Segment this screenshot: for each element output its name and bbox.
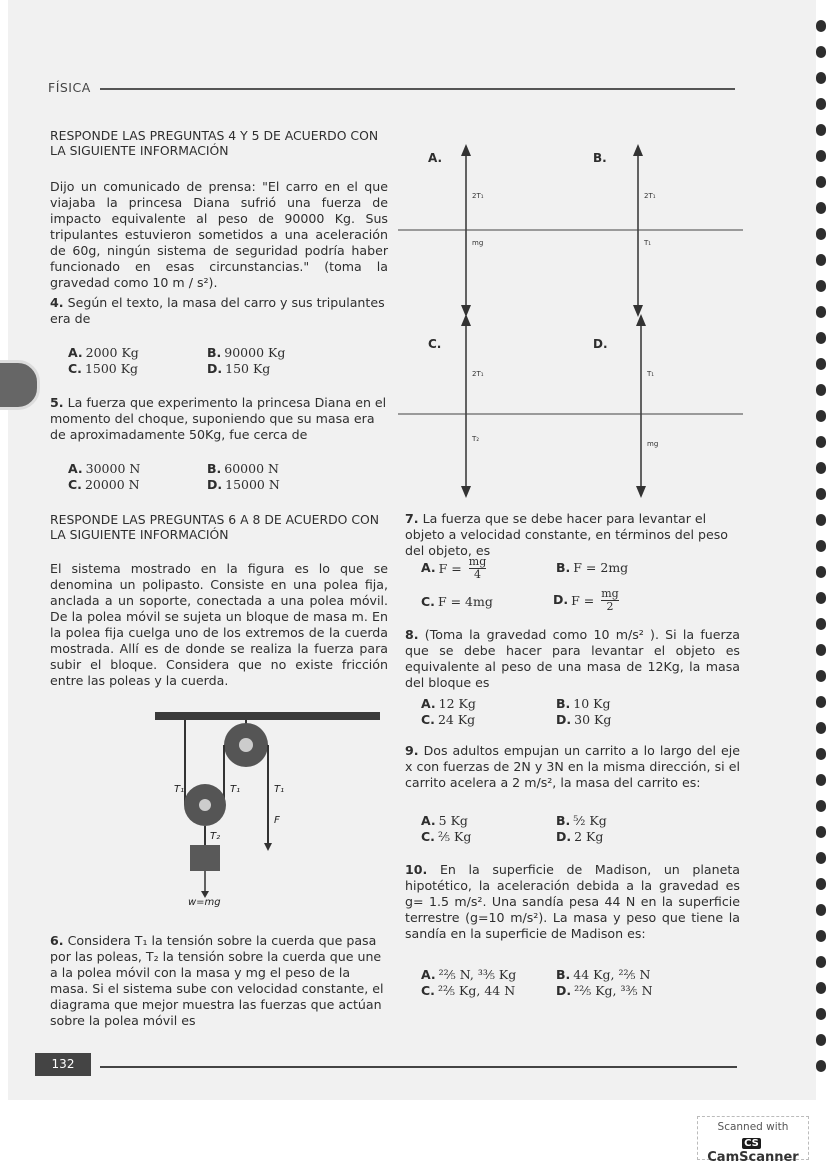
spiral-binding [810,20,828,1100]
diagram-c-down-label: T₂ [472,435,480,443]
spiral-ring [816,540,826,552]
label-t2: T₂ [210,831,221,842]
spiral-ring [816,826,826,838]
question-number: 6. [50,933,64,948]
spiral-ring [816,722,826,734]
label-force: F [274,815,280,826]
support-beam [155,712,380,720]
spiral-ring [816,254,826,266]
question-7 [405,511,740,559]
q5-option-a[interactable]: A. 30000 N [68,461,141,476]
q4-option-d[interactable]: D. 150 Kg [207,361,271,376]
question-10 [405,862,740,942]
q8-option-d[interactable]: D. 30 Kg [556,712,612,727]
spiral-ring [816,202,826,214]
force-arrow-head [264,843,272,851]
spiral-ring [816,176,826,188]
diagram-b-up-label: 2T₁ [644,192,656,200]
diagram-b-letter: B. [593,151,607,165]
question-text: Según el texto, la masa del carro y sus tripulantes era de [50,295,385,326]
q9-option-c[interactable]: C. ²⁄₅ Kg [421,829,472,844]
question-text: Considera T₁ la tensión sobre la cuerda que pasa por las poleas, T₂ la tensión sobre la cuerda que une a la polea móvil con la masa y mg el peso de la masa. Si el sistema sube con velocidad constante, el diagrama que mejor muestra las fuerzas que actúan sobre la polea móvil es [50,933,384,1028]
q5-option-b[interactable]: B. 60000 N [207,461,279,476]
question-text: (Toma la gravedad como 10 m/s² ). Si la fuerza que se debe hacer para levantar el objeto es equivalente al peso de una masa de 12Kg, la masa del bloque es [405,627,740,690]
force-diagram-d[interactable] [578,314,743,498]
spiral-ring [816,774,826,786]
label-weight: w=mg [188,897,221,908]
force-diagram-c[interactable] [398,314,578,498]
q10-option-d[interactable]: D. ²²⁄₅ Kg, ³³⁄₅ N [556,983,653,998]
spiral-ring [816,982,826,994]
q7-option-b[interactable]: B. F = 2mg [556,560,629,575]
question-6 [50,933,388,1029]
diagram-b-up-arrow [633,144,643,156]
question-number: 7. [405,511,419,526]
section-heading-q4-5: RESPONDE LAS PREGUNTAS 4 Y 5 DE ACUERDO CON LA SIGUIENTE INFORMACIÓN [50,128,379,158]
spiral-ring [816,332,826,344]
question-number: 8. [405,627,419,642]
label-t1-mid: T₁ [230,784,241,795]
spiral-ring [816,1060,826,1072]
q7-option-c[interactable]: C. F = 4mg [421,594,493,609]
spiral-ring [816,488,826,500]
mass-block [190,845,220,871]
watermark-line1: Scanned with [717,1121,789,1133]
spiral-ring [816,20,826,32]
pulley-figure [150,705,390,920]
spiral-ring [816,1008,826,1020]
movable-pulley-hub [199,799,211,811]
q8-option-c[interactable]: C. 24 Kg [421,712,476,727]
question-9 [405,743,740,791]
q10-option-c[interactable]: C. ²²⁄₅ Kg, 44 N [421,983,516,998]
spiral-ring [816,1034,826,1046]
diagram-c-up-arrow [461,314,471,326]
question-5 [50,395,388,443]
watermark-brand: CSCamScanner [707,1138,799,1165]
scanner-watermark [697,1116,809,1165]
q5-option-d[interactable]: D. 15000 N [207,477,280,492]
camscanner-logo-icon: CS [744,1138,759,1149]
label-t1-right: T₁ [274,784,285,795]
spiral-ring [816,514,826,526]
spiral-ring [816,748,826,760]
q8-option-a[interactable]: A. 12 Kg [421,696,476,711]
q9-option-a[interactable]: A. 5 Kg [421,813,468,828]
spiral-ring [816,878,826,890]
bookmark-tab-icon [0,360,40,410]
spiral-ring [816,46,826,58]
spiral-ring [816,930,826,942]
question-4 [50,295,388,327]
diagram-c-letter: C. [428,337,442,351]
question-text: Dos adultos empujan un carrito a lo largo del eje x con fuerzas de 2N y 3N en la misma dirección, si el carrito acelera a 2 m/s², la masa del carrito es: [405,743,740,790]
question-number: 10. [405,862,428,877]
spiral-ring [816,800,826,812]
q4-option-a[interactable]: A. 2000 Kg [68,345,139,360]
spiral-ring [816,410,826,422]
spiral-ring [816,618,826,630]
q5-option-c[interactable]: C. 20000 N [68,477,140,492]
section-text-q4-5: Dijo un comunicado de prensa: "El carro en el que viajaba la princesa Diana sufrió una fuerza de impacto equivalente al peso de 90000 Kg. Sus tripulantes estuvieron sometidos a una aceleración de 60g, ningún sistema de seguridad podría haber funcionado en esas circunstancias." (toma la gravedad como 10 m / s²). [50,179,388,290]
question-text: La fuerza que se debe hacer para levantar el objeto a velocidad constante, en términos del peso del objeto, es [405,511,728,558]
spiral-ring [816,462,826,474]
spiral-ring [816,566,826,578]
spiral-ring [816,592,826,604]
q10-option-a[interactable]: A. ²²⁄₅ N, ³³⁄₅ Kg [421,967,517,982]
diagram-d-up-label: T₁ [647,370,655,378]
spiral-ring [816,228,826,240]
spiral-ring [816,358,826,370]
q10-option-b[interactable]: B. 44 Kg, ²²⁄₅ N [556,967,651,982]
q8-option-b[interactable]: B. 10 Kg [556,696,611,711]
diagram-b-down-label: T₁ [644,239,652,247]
question-text: En la superficie de Madison, un planeta hipotético, la aceleración debida a la gravedad es g= 1.5 m/s². Una sandía pesa 44 N en la superficie terrestre (g=10 m/s²). La masa y peso que tiene la sandía en la superficie de Madison es: [405,862,740,941]
diagram-a-up-arrow [461,144,471,156]
spiral-ring [816,956,826,968]
fixed-pulley-hub [239,738,253,752]
footer-rule [100,1066,737,1068]
question-number: 9. [405,743,419,758]
spiral-ring [816,98,826,110]
question-number: 4. [50,295,64,310]
spiral-ring [816,436,826,448]
section-heading-q6-8: RESPONDE LAS PREGUNTAS 6 A 8 DE ACUERDO CON LA SIGUIENTE INFORMACIÓN [50,512,379,542]
spiral-ring [816,852,826,864]
q4-option-c[interactable]: C. 1500 Kg [68,361,139,376]
page-header-title: FÍSICA [48,80,91,95]
spiral-ring [816,124,826,136]
force-diagram-b[interactable] [578,144,743,317]
spiral-ring [816,644,826,656]
spiral-ring [816,72,826,84]
question-8 [405,627,740,691]
force-diagrams [398,128,748,508]
question-text: La fuerza que experimento la princesa Diana en el momento del choque, suponiendo que su masa era de aproximadamente 50Kg, fue cerca de [50,395,387,442]
header-rule [100,88,735,90]
spiral-ring [816,384,826,396]
diagram-d-down-arrow [636,486,646,498]
spiral-ring [816,696,826,708]
section-text-q6-8: El sistema mostrado en la figura es lo que se denomina un polipasto. Consiste en una polea fija, anclada a un soporte, conectada a una polea móvil. De la polea móvil se sujeta un bloque de masa m. En la polea fija cuelga uno de los extremos de la cuerda mostrada. Allí es de donde se realiza la fuerza para subir el bloque. Considera que no existe fricción entre las poleas y la cuerda. [50,561,388,688]
q7-option-d[interactable]: D. F = $\frac{mg}{2}$ [553,587,619,613]
diagram-d-letter: D. [593,337,608,351]
diagram-a-up-label: 2T₁ [472,192,484,200]
q4-option-b[interactable]: B. 90000 Kg [207,345,286,360]
q9-option-b[interactable]: B. ⁵⁄₂ Kg [556,813,607,828]
label-t1-left: T₁ [174,784,185,795]
spiral-ring [816,670,826,682]
diagram-d-down-label: mg [647,440,659,448]
q7-option-a[interactable]: A. F = $\frac{mg}{4}$ [421,555,487,581]
diagram-a-down-label: mg [472,239,484,247]
page-number: 132 [35,1053,91,1076]
q9-option-d[interactable]: D. 2 Kg [556,829,604,844]
diagram-c-down-arrow [461,486,471,498]
force-diagram-a[interactable] [398,144,578,317]
diagram-a-letter: A. [428,151,443,165]
spiral-ring [816,150,826,162]
spiral-ring [816,306,826,318]
diagram-c-up-label: 2T₁ [472,370,484,378]
spiral-ring [816,904,826,916]
spiral-ring [816,280,826,292]
question-number: 5. [50,395,64,410]
